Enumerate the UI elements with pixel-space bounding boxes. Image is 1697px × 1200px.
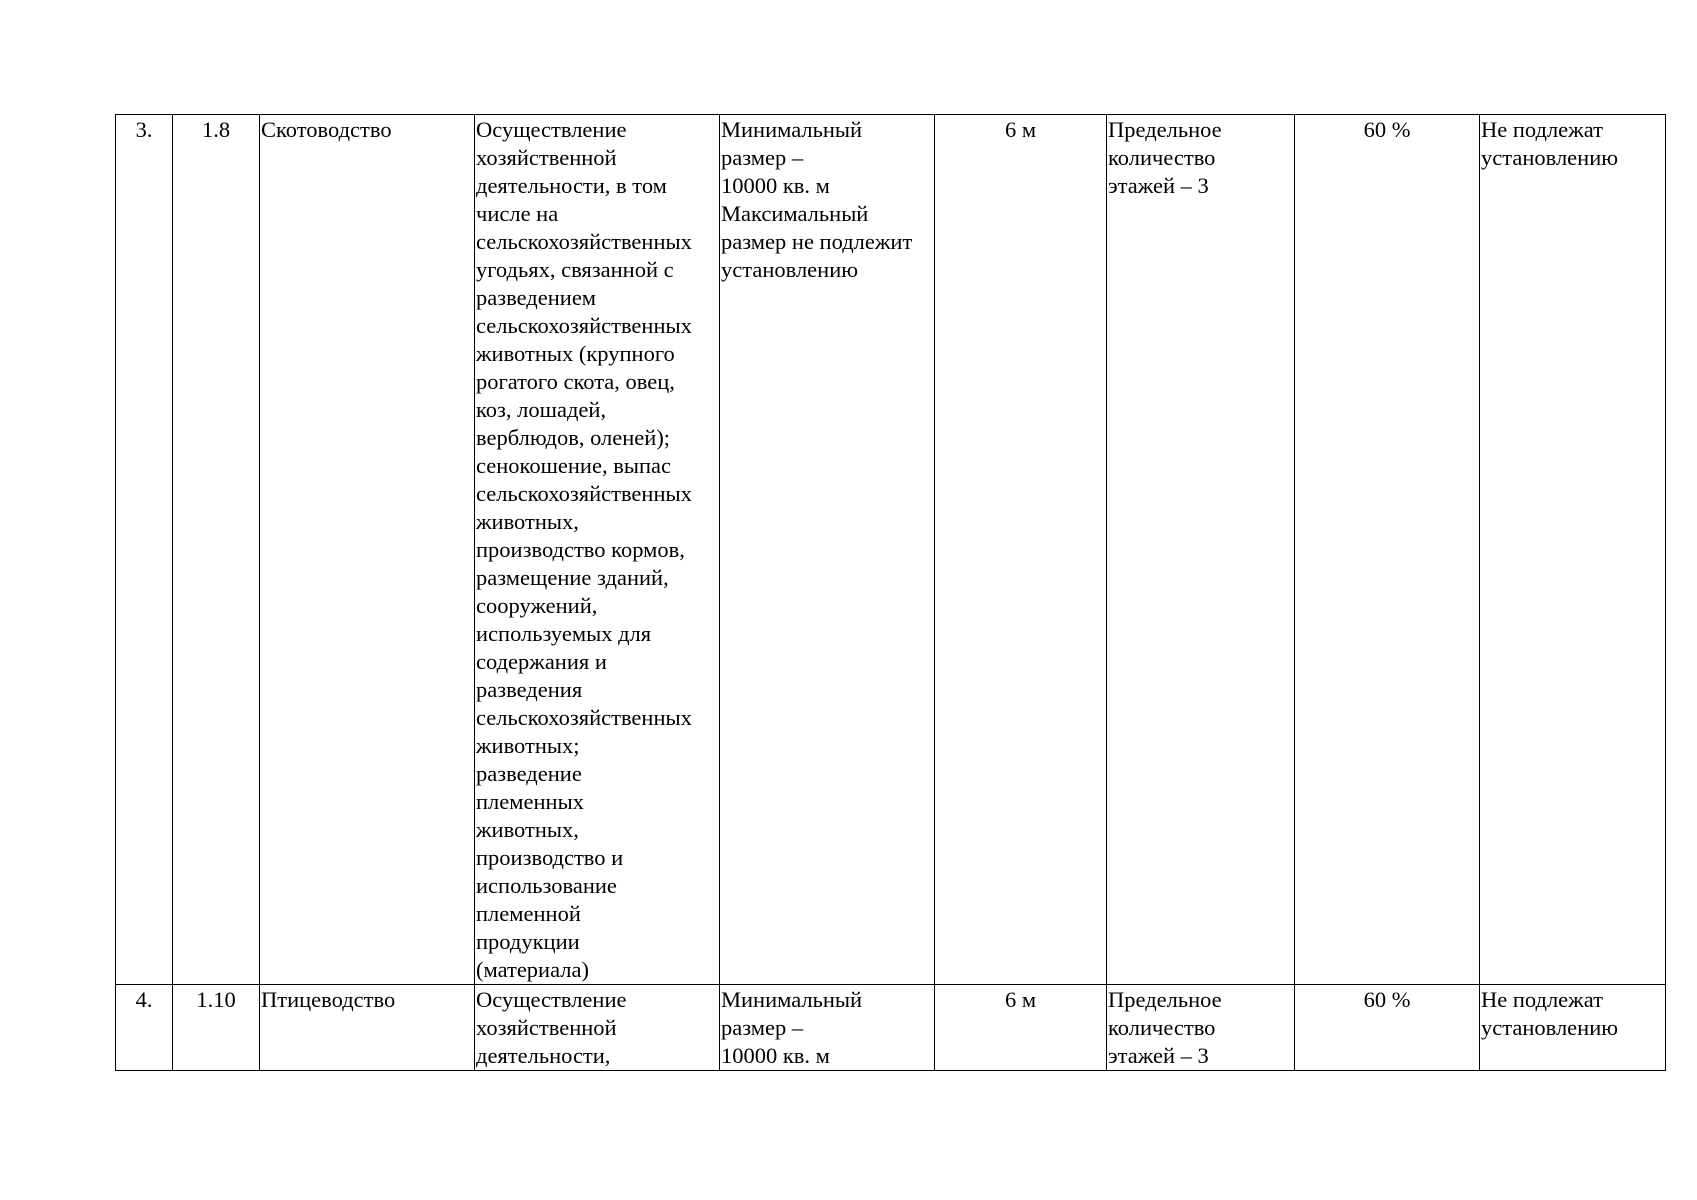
use-code-cell: 1.10 xyxy=(173,985,260,1071)
other-params-cell: Не подлежат установлению xyxy=(1480,985,1666,1071)
other-params-cell: Не подлежат установлению xyxy=(1480,115,1666,985)
use-name-cell: Скотоводство xyxy=(260,115,475,985)
zoning-regulations-table xyxy=(115,114,1666,1071)
setback-cell: 6 м xyxy=(935,115,1107,985)
use-code-cell: 1.8 xyxy=(173,115,260,985)
coverage-cell: 60 % xyxy=(1295,115,1480,985)
plot-size-cell: Минимальный размер – 10000 кв. м Максимальный размер не подлежит установлению xyxy=(720,115,935,985)
use-name-cell: Птицеводство xyxy=(260,985,475,1071)
row-number-cell: 3. xyxy=(116,115,173,985)
table-row xyxy=(116,985,1666,1071)
use-description-cell: Осуществление хозяйственной деятельности, xyxy=(475,985,720,1071)
coverage-cell: 60 % xyxy=(1295,985,1480,1071)
use-description-cell: Осуществление хозяйственной деятельности, в том числе на сельскохозяйственных угодьях, связанной с разведением сельскохозяйственных животных (крупного рогатого скота, овец, коз, лошадей, верблюдов, оленей); сенокошение, выпас сельскохозяйственных животных, производство кормов, размещение зданий, сооружений, используемых для содержания и разведения сельскохозяйственных животных; разведение племенных животных, производство и использование племенной продукции (материала) xyxy=(475,115,720,985)
setback-cell: 6 м xyxy=(935,985,1107,1071)
plot-size-cell: Минимальный размер – 10000 кв. м xyxy=(720,985,935,1071)
floors-cell: Предельное количество этажей – 3 xyxy=(1107,985,1295,1071)
floors-cell: Предельное количество этажей – 3 xyxy=(1107,115,1295,985)
row-number-cell: 4. xyxy=(116,985,173,1071)
table-row xyxy=(116,115,1666,985)
